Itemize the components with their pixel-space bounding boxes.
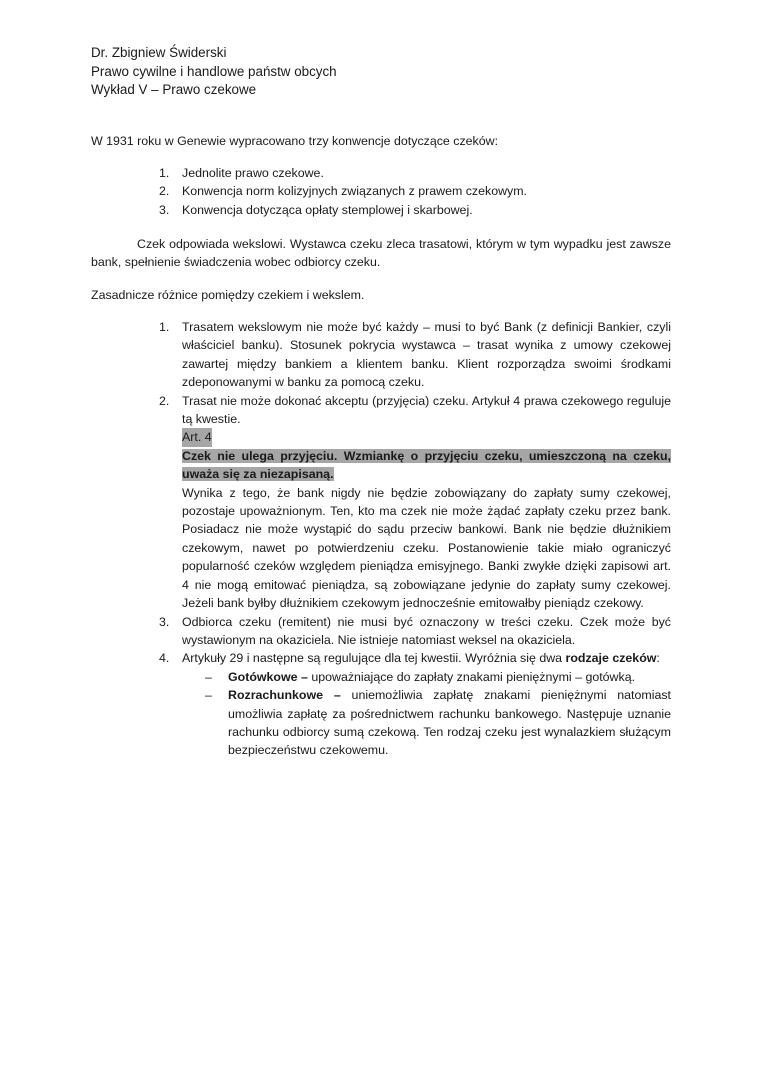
article-title: Art. 4 xyxy=(182,428,212,446)
item-text: Odbiorca czeku (remitent) nie musi być oznaczony w treści czeku. Czek może być wystawionym na okaziciela. Nie istnieje natomiast weksel na okaziciela. xyxy=(182,614,671,647)
check-types-list xyxy=(182,668,671,760)
check-types-term: rodzaje czeków xyxy=(565,651,657,666)
item-text: Trasat nie może dokonać akceptu (przyjęcia) czeku. Artykuł 4 prawa czekowego reguluje tą kwestie. xyxy=(182,393,671,427)
list-item xyxy=(159,164,527,182)
differences-list xyxy=(159,318,671,760)
check-type-item xyxy=(182,668,671,686)
list-item xyxy=(159,201,527,219)
check-type-term: Gotówkowe – xyxy=(228,669,308,684)
item-text: Trasatem wekslowym nie może być każdy – musi to być Bank (z definicji Bankier, czyli właściciel banku). Stosunek pokrycia wystawca – trasat wynika z umowy czekowej zawartej między bankiem a klientem banku. Klient rozporządza swoimi środkami zdeponowanymi w banku za pomocą czeku. xyxy=(182,320,671,390)
item-number: 3. xyxy=(159,202,170,217)
conventions-list xyxy=(159,164,527,219)
item-text xyxy=(182,651,660,665)
course-title: Prawo cywilne i handlowe państw obcych xyxy=(91,63,337,79)
lecture-title: Wykład V – Prawo czekowe xyxy=(91,82,257,97)
document-header xyxy=(91,44,337,100)
list-item xyxy=(159,318,671,392)
item-number: 3. xyxy=(159,614,170,629)
intro-sentence: W 1931 roku w Genewie wypracowano trzy konwencje dotyczące czeków: xyxy=(91,134,499,148)
item-text-start: Artykuły 29 i następne są regulujące dla tej kwestii. Wyróżnia się dwa xyxy=(182,651,566,666)
item-text: Konwencja norm kolizyjnych związanych z prawem czekowym. xyxy=(182,184,527,199)
list-item xyxy=(159,182,527,200)
item-number: 4. xyxy=(159,651,170,666)
article-block xyxy=(182,428,671,446)
item-number: 2. xyxy=(159,393,170,408)
list-item xyxy=(159,392,671,613)
dash-bullet: – xyxy=(205,669,212,684)
check-type-desc: uniemożliwia zapłatę znakami pieniężnymi natomiast umożliwia zapłatę za pośrednictwem rachunku bankowego. Następuje uznanie rachunku odbiorcy sumą czekową. Ten rodzaj czeku jest wynalazkiem służącym bezpieczeństwu czekowemu. xyxy=(228,688,671,758)
item-number: 2. xyxy=(159,184,170,199)
item-number: 1. xyxy=(159,320,170,334)
list-item xyxy=(159,649,671,759)
dash-bullet: – xyxy=(205,688,212,703)
article-text: Czek nie ulega przyjęciu. Wzmiankę o przyjęciu czeku, umieszczoną na czeku, uważa się za niezapisaną. xyxy=(182,448,671,482)
item-number: 1. xyxy=(159,166,170,180)
item-text: Konwencja dotycząca opłaty stemplowej i skarbowej. xyxy=(182,202,473,217)
differences-heading: Zasadnicze różnice pomiędzy czekiem i wekslem. xyxy=(91,288,365,302)
author-name: Dr. Zbigniew Świderski xyxy=(91,45,227,60)
list-item xyxy=(159,613,671,650)
check-type-term: Rozrachunkowe – xyxy=(228,688,341,703)
check-type-item xyxy=(182,686,671,760)
item-text: Jednolite prawo czekowe. xyxy=(182,166,324,180)
paragraph-text: Czek odpowiada wekslowi. Wystawca czeku zleca trasatowi, którym w tym wypadku jest zawsze bank, spełnienie świadczenia wobec odbiorcy czeku. xyxy=(91,237,671,270)
article-quote xyxy=(182,447,671,484)
article-commentary: Wynika z tego, że bank nigdy nie będzie zobowiązany do zapłaty sumy czekowej, pozostaje upoważnionym. Ten, kto ma czek nie może żądać zapłaty czeku przez bank. Posiadacz nie może wystąpić do sądu przeciw bankowi. Bank nie będzie dłużnikiem czekowym, nawet po potwierdzeniu czeku. Postanowienie takie miało ograniczyć popularność czeków względem pieniądza emisyjnego. Banki zwykłe dzięki zapisowi art. 4 nie mogą emitować pieniądza, są zobowiązane jedynie do zapłaty sumy czekowej. Jeżeli bank byłby dłużnikiem czekowym jednocześnie emitowałby pieniądz czekowy. xyxy=(182,485,671,611)
item-text-end: : xyxy=(656,651,660,666)
check-type-desc: upoważniające do zapłaty znakami pieniężnymi – gotówką. xyxy=(307,669,636,684)
check-definition-paragraph xyxy=(91,235,671,272)
